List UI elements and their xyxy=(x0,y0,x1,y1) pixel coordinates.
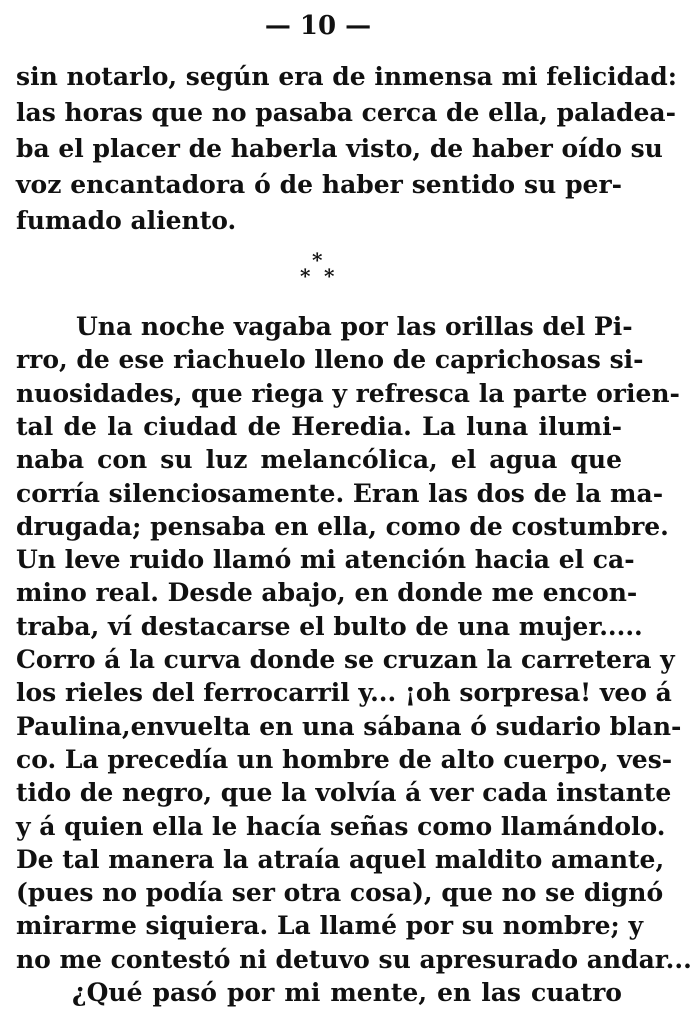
text-line: mino real. Desde abajo, en donde me encon- xyxy=(16,578,638,607)
text-line: nuosidades, que riega y refresca la parte orien- xyxy=(16,379,680,408)
text-line: co. La precedía un hombre de alto cuerpo, ves- xyxy=(16,745,673,774)
text-line: naba con su luz melancólica, el agua que xyxy=(16,445,622,474)
text-line: Paulina,envuelta en una sábana ó sudario blan- xyxy=(16,712,682,741)
text-line: tido de negro, que la volvía á ver cada instante xyxy=(16,778,672,807)
text-line: voz encantadora ó de haber sentido su per- xyxy=(16,170,622,199)
text-line: corría silenciosamente. Eran las dos de la ma- xyxy=(16,479,664,508)
text-line: y á quien ella le hacía señas como llamándolo. xyxy=(16,812,666,841)
text-line: mirarme siquiera. La llamé por su nombre; y xyxy=(16,911,644,940)
text-line: (pues no podía ser otra cosa), que no se dignó xyxy=(16,878,664,907)
text-line: ba el placer de haberla visto, de haber oído su xyxy=(16,134,663,163)
text-line: Un leve ruido llamó mi atención hacia el ca- xyxy=(16,545,635,574)
text-line: fumado aliento. xyxy=(16,206,237,235)
asterism-divider xyxy=(0,250,636,290)
text-line: Corro á la curva donde se cruzan la carretera y xyxy=(16,645,675,674)
text-line: drugada; pensaba en ella, como de costumbre. xyxy=(16,512,669,541)
text-line: traba, ví destacarse el bulto de una mujer..... xyxy=(16,612,643,641)
text-line: las horas que no pasaba cerca de ella, paladea- xyxy=(16,98,676,127)
asterisk-top: * xyxy=(312,248,323,272)
asterisk-left: * xyxy=(300,264,311,288)
text-line: los rieles del ferrocarril y... ¡oh sorpresa! veo á xyxy=(16,678,672,707)
text-line: tal de la ciudad de Heredia. La luna ilumi- xyxy=(16,412,622,441)
text-line: sin notarlo, según era de inmensa mi felicidad: xyxy=(16,62,677,91)
asterisk-right: * xyxy=(324,264,335,288)
text-line: De tal manera la atraía aquel maldito amante, xyxy=(16,845,665,874)
text-line: no me contestó ni detuvo su apresurado andar... xyxy=(16,945,692,974)
text-line: Una noche vagaba por las orillas del Pi- xyxy=(76,312,633,341)
text-line: rro, de ese riachuelo lleno de caprichosas si- xyxy=(16,345,644,374)
text-line: ¿Qué pasó por mi mente, en las cuatro xyxy=(72,978,622,1007)
page-number: — 10 — xyxy=(264,11,372,41)
